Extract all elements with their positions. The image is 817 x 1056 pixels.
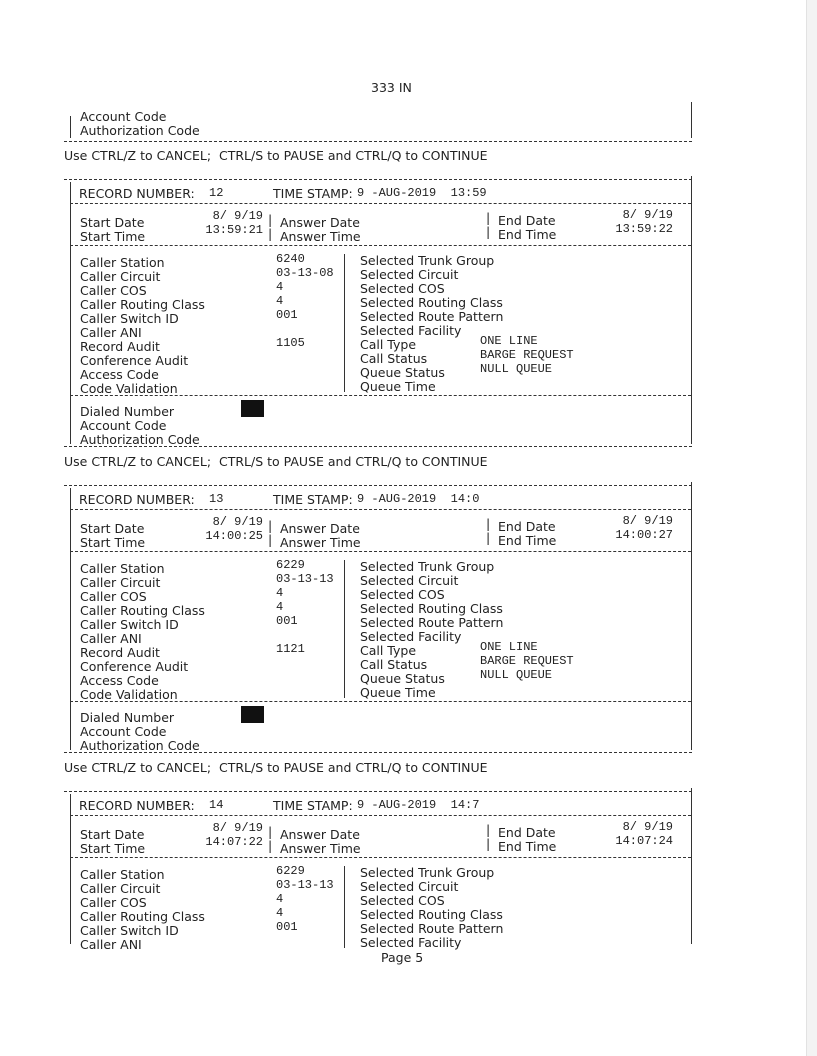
end-date-value: 8/ 9/19 [622,820,673,834]
record-number-value: 14 [209,798,224,812]
account-code-label: Account Code [80,109,167,124]
end-date-value: 8/ 9/19 [622,514,673,528]
queue-status-value: NULL QUEUE [480,668,553,682]
authorization-code-label: Authorization Code [80,123,200,138]
conference-audit-label: Conference Audit [80,353,189,368]
caller-switch-id-value: 001 [276,308,298,322]
caller-cos-value: 4 [276,892,284,906]
selected-trunk-group-label: Selected Trunk Group [360,253,495,268]
caller-routing-class-label: Caller Routing Class [80,909,205,924]
caller-circuit-label: Caller Circuit [80,269,161,284]
caller-routing-class-label: Caller Routing Class [80,603,205,618]
record-audit-value: 1121 [276,642,305,656]
authorization-code-label: Authorization Code [80,738,200,753]
end-date-label: End Date [498,825,556,840]
divider [64,141,692,142]
caller-ani-label: Caller ANI [80,325,142,340]
selected-facility-label: Selected Facility [360,935,462,950]
start-time-label: Start Time [80,229,146,244]
call-status-value: BARGE REQUEST [480,348,574,362]
selected-cos-label: Selected COS [360,587,445,602]
end-time-value: 13:59:22 [615,222,673,236]
time-stamp-label: TIME STAMP: [273,798,353,813]
selected-routing-class-label: Selected Routing Class [360,601,503,616]
queue-status-label: Queue Status [360,365,445,380]
divider [64,752,692,753]
caller-circuit-value: 03-13-08 [276,266,334,280]
selected-facility-label: Selected Facility [360,629,462,644]
queue-status-label: Queue Status [360,671,445,686]
caller-switch-id-label: Caller Switch ID [80,311,179,326]
start-date-label: Start Date [80,827,145,842]
record-audit-value: 1105 [276,336,305,350]
dialed-number-label: Dialed Number [80,404,175,419]
start-time-value: 14:00:25 [205,529,263,543]
answer-date-label: Answer Date [280,521,360,536]
start-date-label: Start Date [80,521,145,536]
caller-routing-class-value: 4 [276,906,284,920]
record-number-label: RECORD NUMBER: [79,798,195,813]
caller-switch-id-label: Caller Switch ID [80,923,179,938]
caller-switch-id-value: 001 [276,920,298,934]
end-date-value: 8/ 9/19 [622,208,673,222]
record-number-value: 12 [209,186,224,200]
call-type-value: ONE LINE [480,640,538,654]
time-stamp-value: 9 -AUG-2019 13:59 [357,186,487,200]
border-left [70,116,71,138]
redaction-block [241,706,264,723]
record-top-border [64,791,692,792]
selected-trunk-group-label: Selected Trunk Group [360,865,495,880]
answer-time-label: Answer Time [280,229,361,244]
end-time-value: 14:00:27 [615,528,673,542]
end-time-value: 14:07:24 [615,834,673,848]
caller-switch-id-value: 001 [276,614,298,628]
dialed-number-label: Dialed Number [80,710,175,725]
end-time-label: End Time [498,533,557,548]
caller-routing-class-label: Caller Routing Class [80,297,205,312]
redaction-block [241,400,264,417]
record-number-value: 13 [209,492,224,506]
record-right-border [691,176,692,444]
column-separator [344,254,345,392]
selected-route-pattern-label: Selected Route Pattern [360,921,504,936]
code-validation-label: Code Validation [80,687,178,702]
account-code-label: Account Code [80,724,167,739]
answer-date-label: Answer Date [280,827,360,842]
record-right-border [691,788,692,944]
caller-circuit-value: 03-13-13 [276,572,334,586]
answer-date-label: Answer Date [280,215,360,230]
divider [70,395,691,396]
divider [70,551,691,552]
answer-time-label: Answer Time [280,841,361,856]
record-right-border [691,482,692,750]
selected-routing-class-label: Selected Routing Class [360,295,503,310]
caller-circuit-label: Caller Circuit [80,881,161,896]
record-top-border [64,485,692,486]
caller-circuit-label: Caller Circuit [80,575,161,590]
start-time-value: 13:59:21 [205,223,263,237]
caller-cos-label: Caller COS [80,589,147,604]
selected-cos-label: Selected COS [360,281,445,296]
record-number-label: RECORD NUMBER: [79,186,195,201]
control-prompt: Use CTRL/Z to CANCEL; CTRL/S to PAUSE and CTRL/Q to CONTINUE [64,760,488,775]
record-left-border [70,182,71,444]
selected-facility-label: Selected Facility [360,323,462,338]
queue-time-label: Queue Time [360,379,436,394]
caller-station-value: 6229 [276,558,305,572]
caller-ani-label: Caller ANI [80,937,142,952]
selected-route-pattern-label: Selected Route Pattern [360,309,504,324]
control-prompt: Use CTRL/Z to CANCEL; CTRL/S to PAUSE and CTRL/Q to CONTINUE [64,454,488,469]
queue-time-label: Queue Time [360,685,436,700]
record-left-border [70,794,71,944]
record-audit-label: Record Audit [80,645,160,660]
start-time-label: Start Time [80,841,146,856]
call-type-value: ONE LINE [480,334,538,348]
start-time-value: 14:07:22 [205,835,263,849]
page-number: Page 5 [381,950,424,965]
caller-station-label: Caller Station [80,255,165,270]
caller-station-value: 6240 [276,252,305,266]
conference-audit-label: Conference Audit [80,659,189,674]
caller-cos-label: Caller COS [80,895,147,910]
divider [70,701,691,702]
start-date-label: Start Date [80,215,145,230]
record-number-label: RECORD NUMBER: [79,492,195,507]
column-separator [344,866,345,948]
end-time-label: End Time [498,227,557,242]
border-right [691,102,692,138]
selected-trunk-group-label: Selected Trunk Group [360,559,495,574]
access-code-label: Access Code [80,673,159,688]
end-time-label: End Time [498,839,557,854]
caller-switch-id-label: Caller Switch ID [80,617,179,632]
column-separator [344,560,345,698]
call-status-value: BARGE REQUEST [480,654,574,668]
selected-circuit-label: Selected Circuit [360,573,459,588]
caller-circuit-value: 03-13-13 [276,878,334,892]
selected-circuit-label: Selected Circuit [360,267,459,282]
authorization-code-label: Authorization Code [80,432,200,447]
control-prompt: Use CTRL/Z to CANCEL; CTRL/S to PAUSE and CTRL/Q to CONTINUE [64,148,488,163]
start-date-value: 8/ 9/19 [212,821,263,835]
start-date-value: 8/ 9/19 [212,515,263,529]
caller-station-value: 6229 [276,864,305,878]
divider [70,203,691,204]
call-status-label: Call Status [360,657,428,672]
divider [64,446,692,447]
divider [70,509,691,510]
divider [70,245,691,246]
call-status-label: Call Status [360,351,428,366]
access-code-label: Access Code [80,367,159,382]
page-edge-shadow [806,0,817,1056]
record-audit-label: Record Audit [80,339,160,354]
start-date-value: 8/ 9/19 [212,209,263,223]
start-time-label: Start Time [80,535,146,550]
time-stamp-value: 9 -AUG-2019 14:7 [357,798,480,812]
time-stamp-label: TIME STAMP: [273,492,353,507]
page-title: 333 IN [371,80,412,95]
queue-status-value: NULL QUEUE [480,362,553,376]
end-date-label: End Date [498,213,556,228]
selected-cos-label: Selected COS [360,893,445,908]
record-left-border [70,488,71,750]
time-stamp-value: 9 -AUG-2019 14:0 [357,492,480,506]
divider [70,857,691,858]
answer-time-label: Answer Time [280,535,361,550]
time-stamp-label: TIME STAMP: [273,186,353,201]
caller-routing-class-value: 4 [276,600,284,614]
caller-station-label: Caller Station [80,561,165,576]
account-code-label: Account Code [80,418,167,433]
caller-cos-value: 4 [276,586,284,600]
caller-station-label: Caller Station [80,867,165,882]
call-type-label: Call Type [360,337,417,352]
caller-ani-label: Caller ANI [80,631,142,646]
caller-routing-class-value: 4 [276,294,284,308]
caller-cos-value: 4 [276,280,284,294]
record-top-border [64,179,692,180]
selected-route-pattern-label: Selected Route Pattern [360,615,504,630]
end-date-label: End Date [498,519,556,534]
call-type-label: Call Type [360,643,417,658]
divider [70,815,691,816]
code-validation-label: Code Validation [80,381,178,396]
selected-routing-class-label: Selected Routing Class [360,907,503,922]
caller-cos-label: Caller COS [80,283,147,298]
selected-circuit-label: Selected Circuit [360,879,459,894]
